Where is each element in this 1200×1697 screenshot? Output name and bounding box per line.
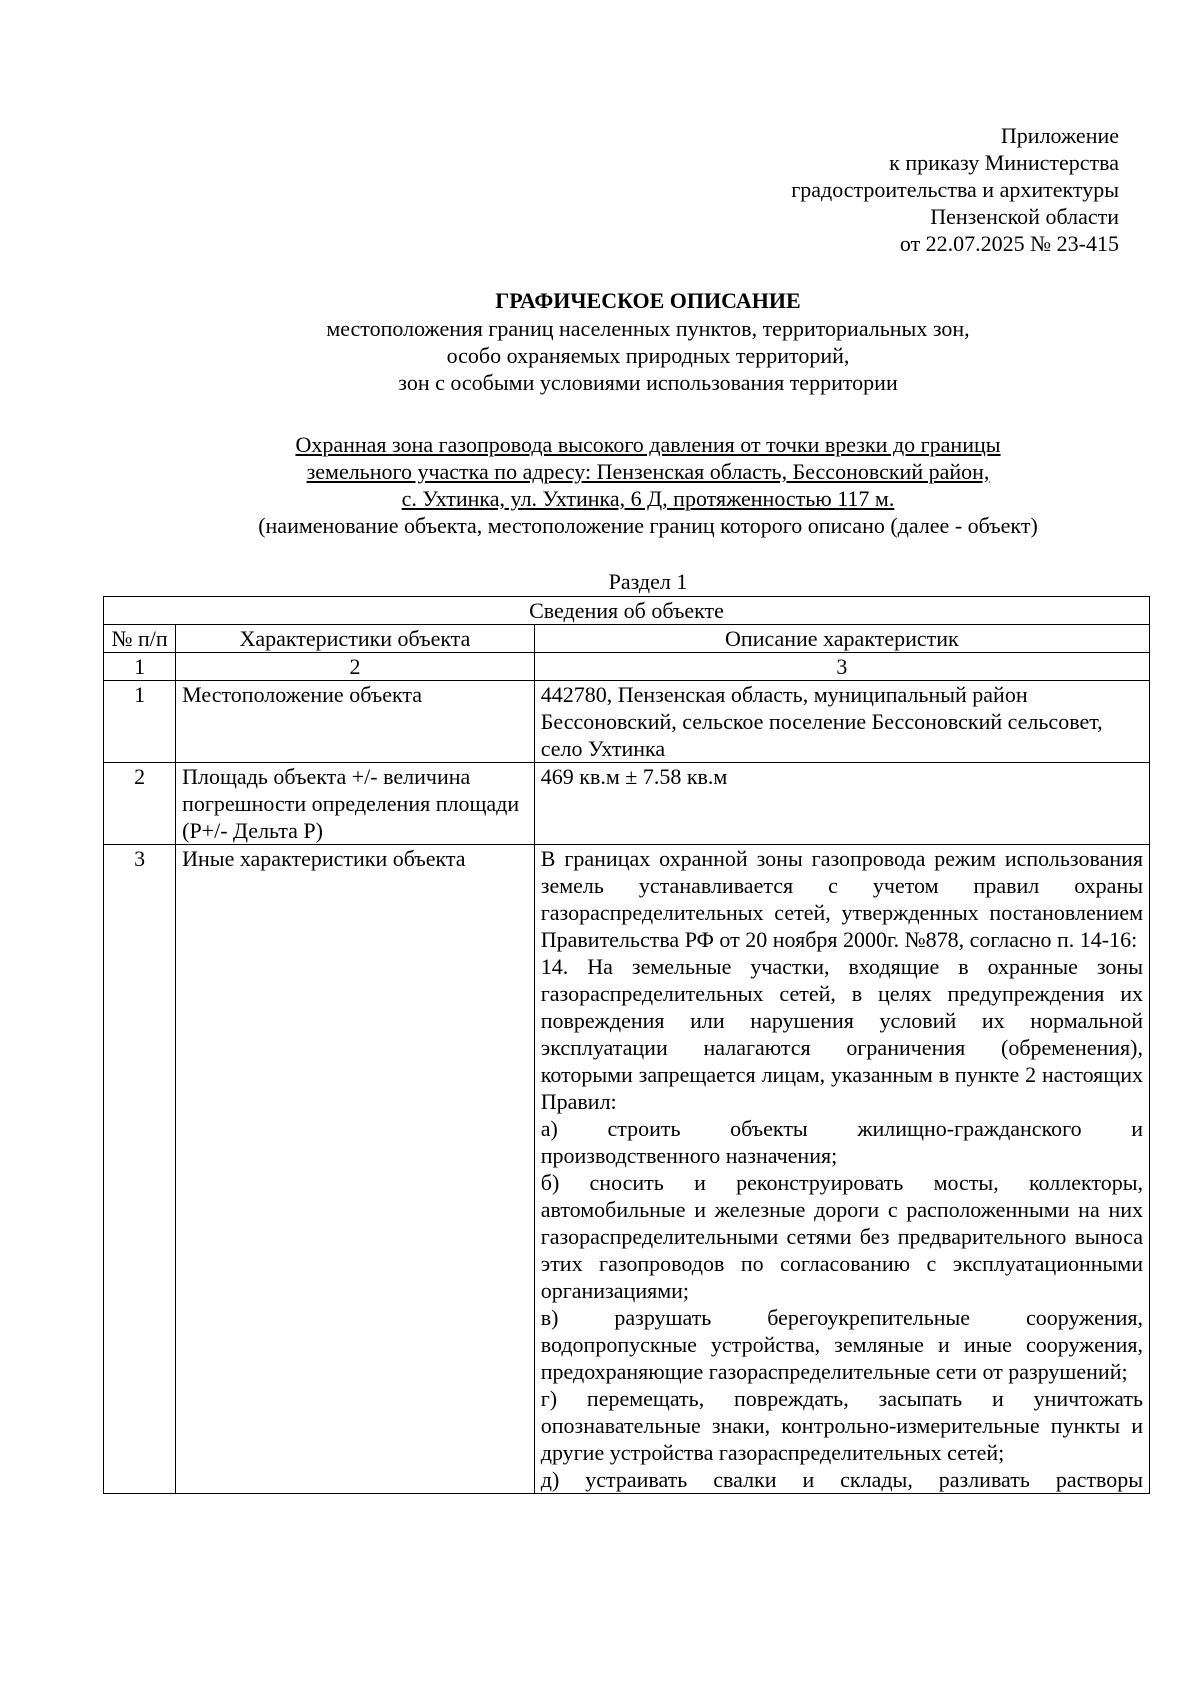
table-caption: Сведения об объекте	[104, 597, 1150, 625]
object-name-line: земельного участка по адресу: Пензенская область, Бессоновский район,	[306, 459, 990, 484]
row-characteristic: Площадь объекта +/- величина погрешности определения площади (Р+/- Дельта Р)	[176, 763, 535, 845]
object-name-line: Охранная зона газопровода высокого давления от точки врезки до границы	[295, 432, 1001, 457]
row-characteristic: Местоположение объекта	[176, 681, 535, 763]
description-paragraph: г) перемещать, повреждать, засыпать и уничтожать опознавательные знаки, контрольно-измерительные пункты и другие устройства газораспределительных сетей;	[540, 1386, 1143, 1465]
appendix-line: Приложение	[1000, 123, 1119, 148]
document-subtitle-line: зон с особыми условиями использования территории	[398, 370, 898, 395]
appendix-line: Пензенской области	[930, 204, 1119, 229]
document-heading	[0, 287, 1200, 396]
table-column-number-row	[104, 653, 1150, 681]
appendix-line: к приказу Министерства	[889, 150, 1119, 175]
row-number: 2	[104, 763, 176, 845]
row-characteristic: Иные характеристики объекта	[176, 845, 535, 1494]
row-description: 442780, Пензенская область, муниципальный район Бессоновский, сельское поселение Бессоновский сельсовет, село Ухтинка	[534, 681, 1149, 763]
table-header-row	[104, 625, 1150, 653]
description-paragraph: в) разрушать берегоукрепительные сооружения, водопропускные устройства, земляные и иные сооружения, предохраняющие газораспределительные сети от разрушений;	[540, 1305, 1143, 1384]
table-header-cell: Описание характеристик	[534, 625, 1149, 653]
section-label: Раздел 1	[608, 569, 688, 594]
table-column-number: 3	[534, 653, 1149, 681]
row-number: 3	[104, 845, 176, 1494]
table-header-cell: Характеристики объекта	[176, 625, 535, 653]
description-paragraph: а) строить объекты жилищно-гражданского и производственного назначения;	[540, 1116, 1143, 1168]
table-row	[104, 845, 1150, 1494]
object-name-line: с. Ухтинка, ул. Ухтинка, 6 Д, протяженностью 117 м.	[401, 486, 895, 511]
document-subtitle-line: особо охраняемых природных территорий,	[446, 343, 850, 368]
description-paragraph: д) устраивать свалки и склады, разливать растворы	[540, 1467, 1143, 1492]
table-caption-row	[104, 597, 1150, 625]
document-title: ГРАФИЧЕСКОЕ ОПИСАНИЕ	[495, 288, 801, 313]
description-paragraph: 14. На земельные участки, входящие в охранные зоны газораспределительных сетей, в целях предупреждения их повреждения или нарушения условий их нормальной эксплуатации налагаются ограничения (обременения), которыми запрещается лицам, указанным в пункте 2 настоящих Правил:	[540, 954, 1143, 1114]
appendix-line: градостроительства и архитектуры	[791, 177, 1119, 202]
table-column-number: 2	[176, 653, 535, 681]
document-subtitle-line: местоположения границ населенных пунктов, территориальных зон,	[326, 316, 970, 341]
object-name-block	[0, 431, 1200, 539]
row-number: 1	[104, 681, 176, 763]
row-description: 469 кв.м ± 7.58 кв.м	[534, 763, 1149, 845]
table-row	[104, 763, 1150, 845]
object-name-note: (наименование объекта, местоположение границ которого описано (далее - объект)	[258, 513, 1038, 538]
description-paragraph: В границах охранной зоны газопровода режим использования земель устанавливается с учетом правил охраны газораспределительных сетей, утвержденных постановлением Правительства РФ от 20 ноября 2000г. №878, согласно п. 14-16:	[540, 846, 1143, 952]
appendix-header	[519, 122, 1119, 257]
table-header-cell: № п/п	[104, 625, 176, 653]
object-info-table	[103, 596, 1150, 1494]
table-column-number: 1	[104, 653, 176, 681]
row-description	[534, 845, 1149, 1494]
appendix-date-number: от 22.07.2025 № 23-415	[899, 231, 1119, 256]
table-row	[104, 681, 1150, 763]
description-paragraph: б) сносить и реконструировать мосты, коллекторы, автомобильные и железные дороги с расположенными на них газораспределительными сетями без предварительного выноса этих газопроводов по согласованию с эксплуатационными организациями;	[540, 1170, 1143, 1303]
